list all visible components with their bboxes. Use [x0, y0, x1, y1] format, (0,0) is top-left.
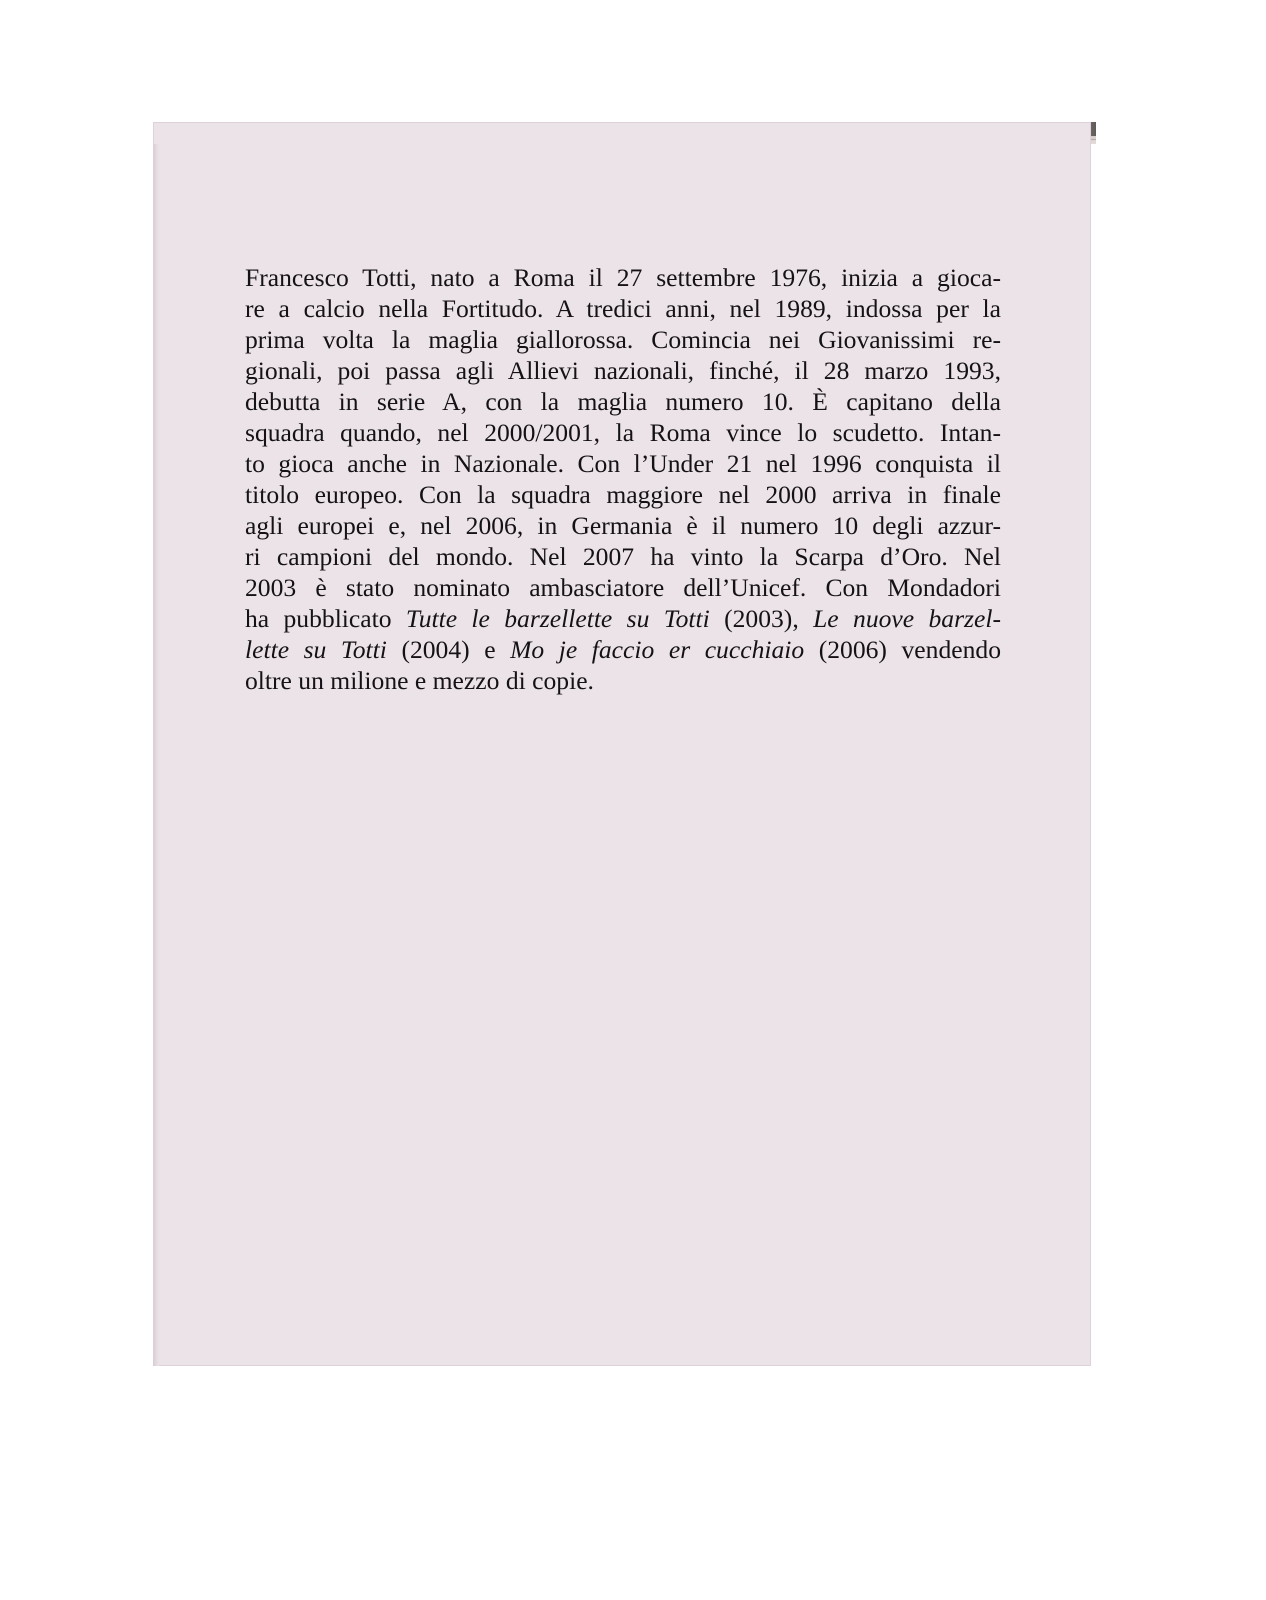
- bio-line: [245, 541, 1001, 572]
- bio-line: [245, 262, 1001, 293]
- bio-line: [245, 572, 1001, 603]
- bio-text: re a calcio nella Fortitudo. A tredici anni, nel 1989, indossa per la: [245, 294, 1001, 323]
- bio-text: debutta in serie A, con la maglia numero 10. È capitano della: [245, 387, 1001, 416]
- bio-text: prima volta la maglia giallorossa. Comincia nei Giovanissimi re-: [245, 325, 1001, 354]
- bio-text: gionali, poi passa agli Allievi nazionali, finché, il 28 marzo 1993,: [245, 356, 1001, 385]
- bio-text: titolo europeo. Con la squadra maggiore nel 2000 arriva in finale: [245, 480, 1001, 509]
- bio-line: [245, 448, 1001, 479]
- bio-line: [245, 324, 1001, 355]
- bio-line: [245, 634, 1001, 665]
- bio-text: oltre un milione e mezzo di copie.: [245, 666, 594, 695]
- bio-line: [245, 355, 1001, 386]
- bio-text: ha pubblicato: [245, 604, 406, 633]
- bio-line: [245, 510, 1001, 541]
- bio-text: agli europei e, nel 2006, in Germania è il numero 10 degli azzur-: [245, 511, 1001, 540]
- book-title-italic: Tutte le barzellette su Totti: [405, 604, 710, 633]
- bio-text: (2006) vendendo: [804, 635, 1001, 664]
- bio-text: Francesco Totti, nato a Roma il 27 settembre 1976, inizia a gioca-: [245, 263, 1001, 292]
- book-title-italic: Mo je faccio er cucchiaio: [510, 635, 805, 664]
- book-title-italic: lette su Totti: [245, 635, 387, 664]
- bio-line: [245, 479, 1001, 510]
- bio-line: [245, 293, 1001, 324]
- book-spine-shade: [153, 144, 159, 1366]
- bio-text: ri campioni del mondo. Nel 2007 ha vinto la Scarpa d’Oro. Nel: [245, 542, 1001, 571]
- bio-line: [245, 665, 1001, 696]
- bio-line: [245, 386, 1001, 417]
- bio-text: 2003 è stato nominato ambasciatore dell’Unicef. Con Mondadori: [245, 573, 1001, 602]
- bio-text: (2003),: [709, 604, 814, 633]
- bio-text: to gioca anche in Nazionale. Con l’Under 21 nel 1996 conquista il: [245, 449, 1001, 478]
- bio-line: [245, 417, 1001, 448]
- author-biography: [245, 262, 1001, 696]
- bio-text: (2004) e: [386, 635, 511, 664]
- bio-text: squadra quando, nel 2000/2001, la Roma vince lo scudetto. Intan-: [245, 418, 1001, 447]
- bio-line: [245, 603, 1001, 634]
- book-title-italic: Le nuove barzel-: [813, 604, 1001, 633]
